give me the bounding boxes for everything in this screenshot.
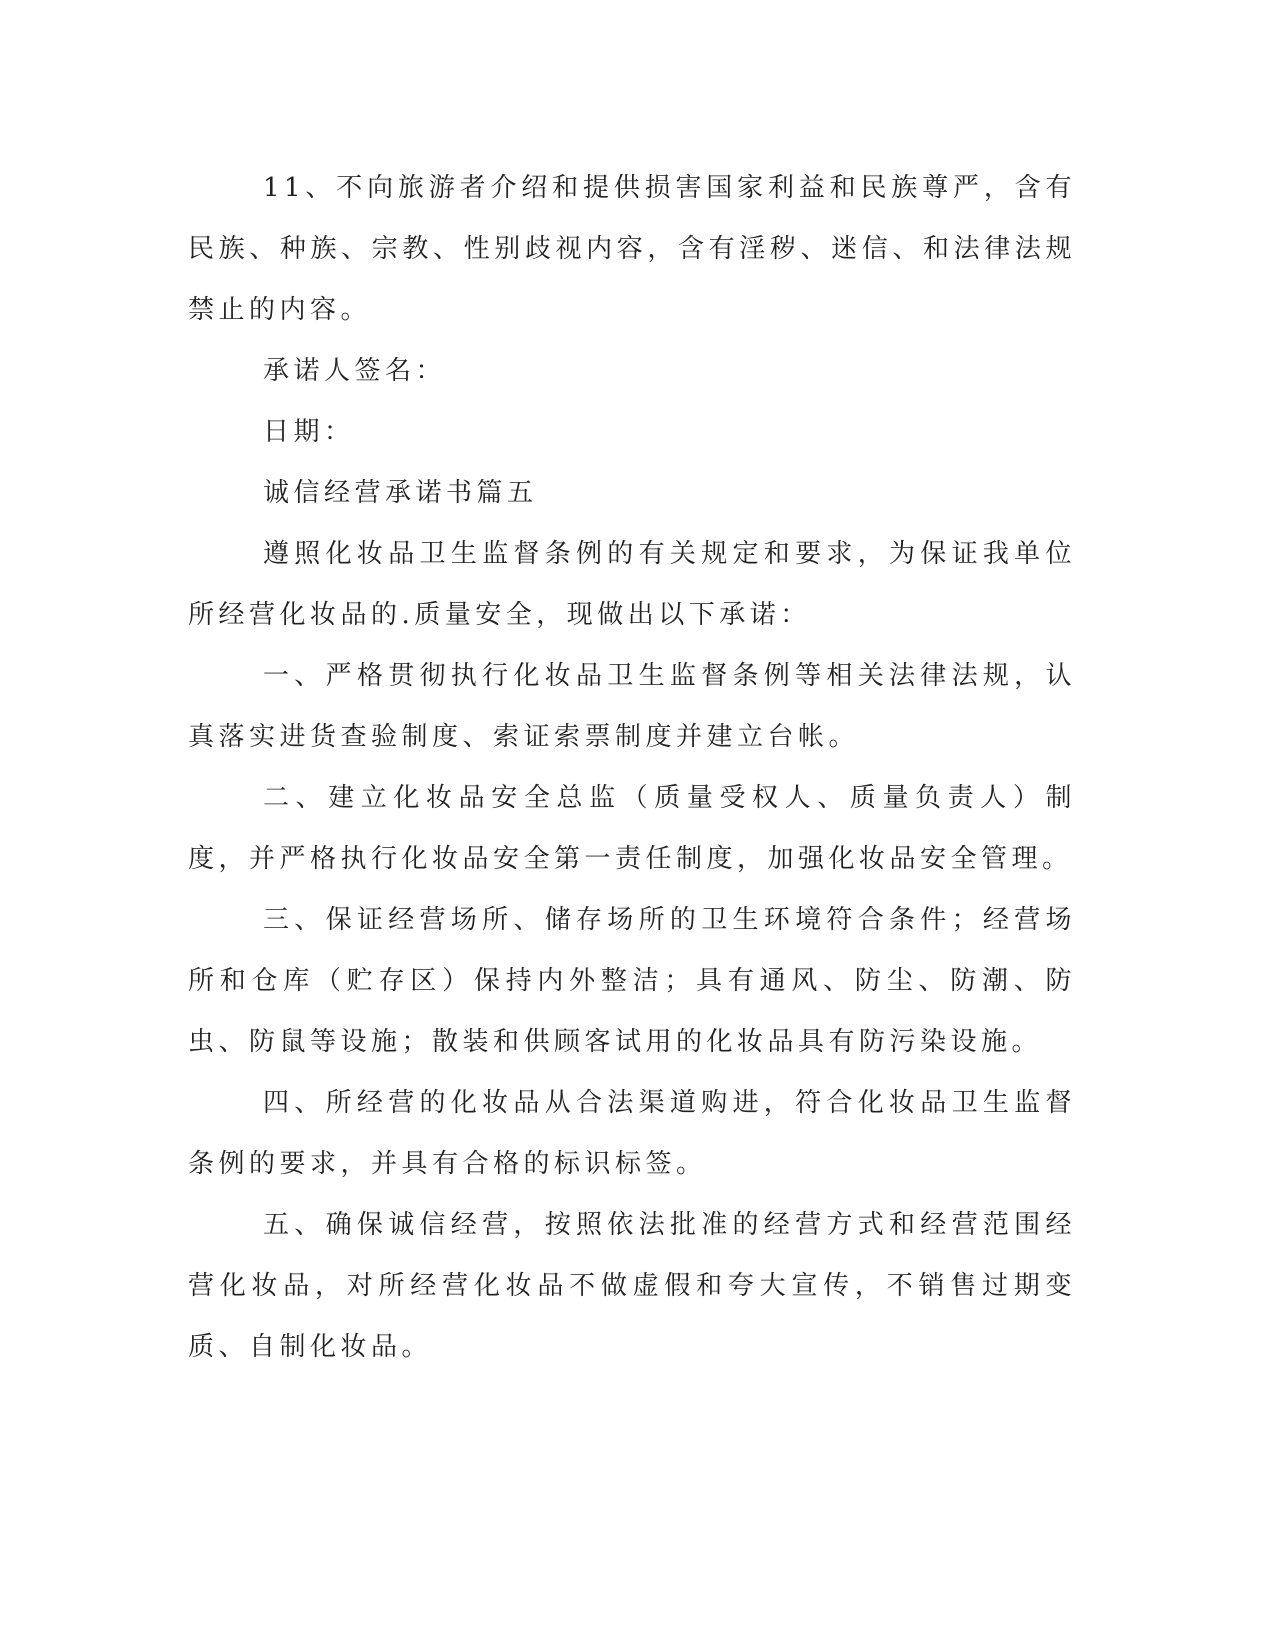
signature-label: 承诺人签名：: [263, 356, 447, 386]
commitment-item-5: 五、确保诚信经营，按照依法批准的经营方式和经营范围经营化妆品，对所经营化妆品不做虚假和夸大宣传，不销售过期变质、自制化妆品。: [188, 1210, 1076, 1362]
commitment-item-4: 四、所经营的化妆品从合法渠道购进，符合化妆品卫生监督条例的要求，并具有合格的标识标签。: [188, 1088, 1076, 1179]
date-label: 日期：: [263, 417, 355, 447]
document-page: [188, 158, 1076, 1378]
commitment-item-3: 三、保证经营场所、储存场所的卫生环境符合条件；经营场所和仓库（贮存区）保持内外整洁；具有通风、防尘、防潮、防虫、防鼠等设施；散装和供顾客试用的化妆品具有防污染设施。: [188, 905, 1076, 1057]
paragraph-item-11: 11、不向旅游者介绍和提供损害国家利益和民族尊严，含有民族、种族、宗教、性别歧视内容，含有淫秽、迷信、和法律法规禁止的内容。: [188, 173, 1076, 325]
commitment-item-1: 一、严格贯彻执行化妆品卫生监督条例等相关法律法规，认真落实进货查验制度、索证索票制度并建立台帐。: [188, 661, 1076, 752]
section-title: 诚信经营承诺书篇五: [263, 478, 538, 508]
commitment-item-2: 二、建立化妆品安全总监（质量受权人、质量负责人）制度，并严格执行化妆品安全第一责任制度，加强化妆品安全管理。: [188, 783, 1076, 874]
intro-paragraph: 遵照化妆品卫生监督条例的有关规定和要求，为保证我单位所经营化妆品的.质量安全，现做出以下承诺：: [188, 539, 1076, 630]
